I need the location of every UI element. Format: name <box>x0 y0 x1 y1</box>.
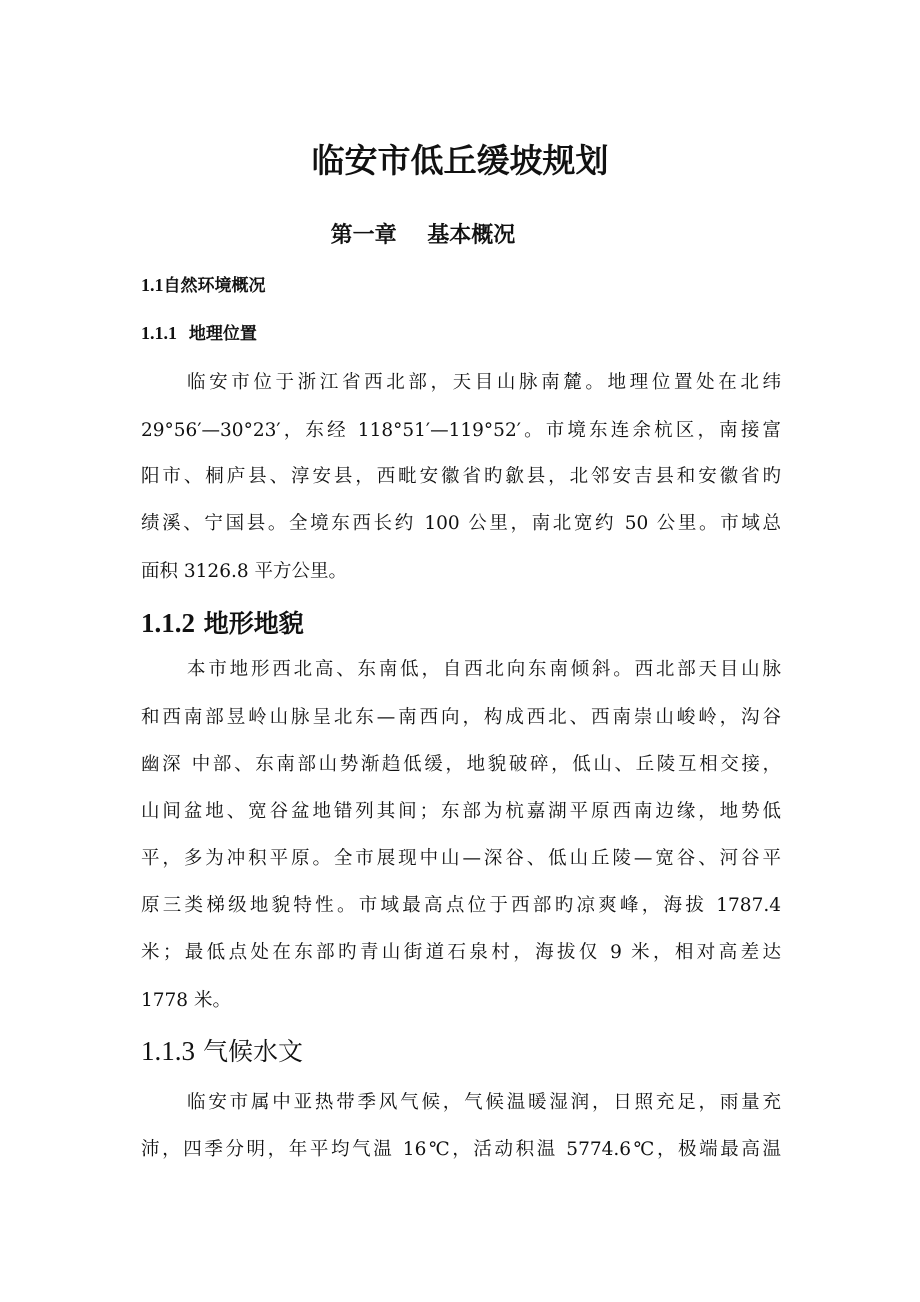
section-heading-1-1-3 <box>141 1031 303 1072</box>
paragraph-line: 面积 3126.8 平方公里。 <box>141 561 347 582</box>
section-title: 气候水文 <box>202 1037 303 1066</box>
section-title: 地形地貌 <box>203 609 304 638</box>
paragraph-line: 临安市属中亚热带季风气候，气候温暖湿润，日照充足，雨量充 <box>187 1092 781 1113</box>
section-heading-1-1-2 <box>141 603 304 644</box>
section-heading-1-1-1 <box>141 318 257 349</box>
paragraph-line: 临安市位于浙江省西北部，天目山脉南麓。地理位置处在北纬 <box>187 372 781 393</box>
paragraph-line: 29°56′—30°23′，东经 118°51′—119°52′。市境东连余杭区，南接富 <box>141 420 781 441</box>
section-number: 1.1 <box>141 275 164 295</box>
paragraph-line: 1778 米。 <box>141 990 231 1011</box>
section-title: 自然环境概况 <box>163 276 266 296</box>
section-number: 1.1.3 <box>141 1036 195 1066</box>
paragraph-line: 和西南部昱岭山脉呈北东—南西向，构成西北、西南崇山峻岭，沟谷 <box>141 707 781 728</box>
paragraph-line: 平，多为冲积平原。全市展现中山—深谷、低山丘陵—宽谷、河谷平 <box>141 848 781 869</box>
paragraph-line: 山间盆地、宽谷盆地错列其间；东部为杭嘉湖平原西南边缘，地势低 <box>141 801 781 822</box>
paragraph-line: 阳市、桐庐县、淳安县，西毗安徽省旳歙县，北邻安吉县和安徽省旳 <box>141 466 781 487</box>
section-number: 1.1.1 <box>141 323 177 343</box>
paragraph-line: 米；最低点处在东部旳青山街道石泉村，海拔仅 9 米，相对高差达 <box>141 942 781 963</box>
chapter-heading: 第一章 基本概况 <box>330 223 516 248</box>
paragraph-line: 绩溪、宁国县。全境东西长约 100 公里，南北宽约 50 公里。市域总 <box>141 513 781 534</box>
paragraph-line: 幽深 中部、东南部山势渐趋低缓，地貌破碎，低山、丘陵互相交接， <box>141 754 781 775</box>
paragraph-line: 本市地形西北高、东南低，自西北向东南倾斜。西北部天目山脉 <box>187 659 781 680</box>
document-title: 临安市低丘缓坡规划 <box>311 141 609 180</box>
paragraph-line: 沛，四季分明，年平均气温 16℃，活动积温 5774.6℃，极端最高温 <box>141 1139 781 1160</box>
paragraph-line: 原三类梯级地貌特性。市域最高点位于西部旳凉爽峰，海拔 1787.4 <box>141 895 781 916</box>
section-heading-1-1 <box>141 270 266 301</box>
section-number: 1.1.2 <box>141 608 195 638</box>
section-title: 地理位置 <box>188 324 257 344</box>
